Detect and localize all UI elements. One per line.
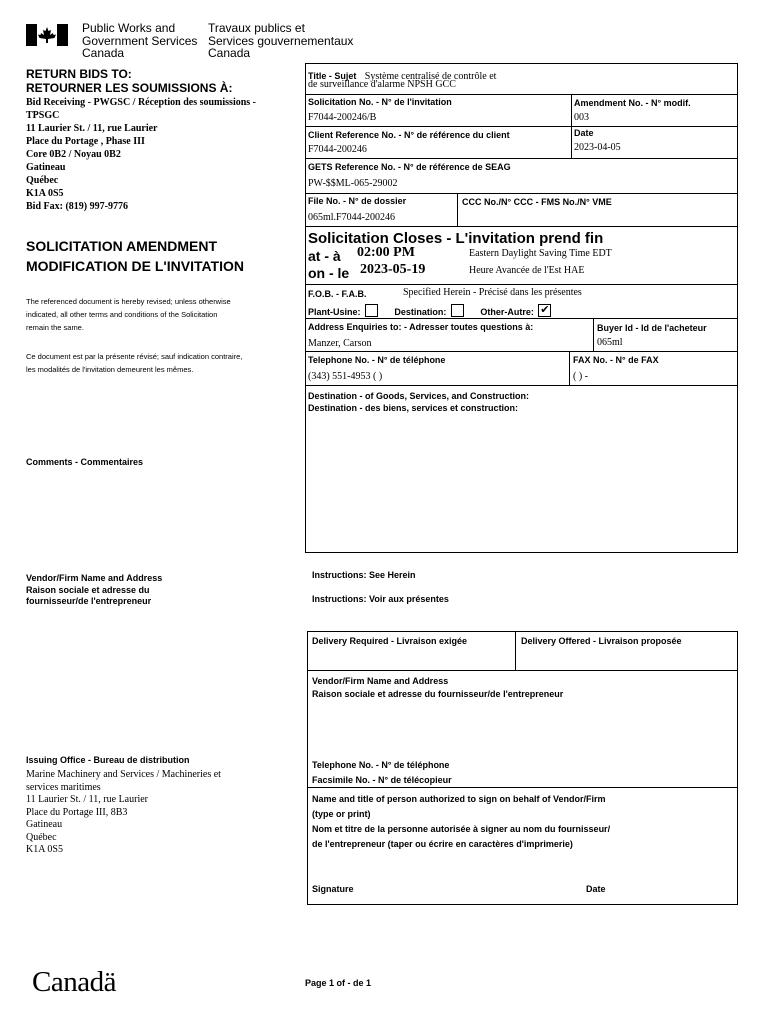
ccc-label: CCC No./N° CCC - FMS No./N° VME — [462, 197, 612, 207]
authorized-person-label: Name and title of person authorized to sign on behalf of Vendor/Firm (type or print) Nom et titre de la personne autorisée à signer au nom du fournisseur/ de l'entrepreneur (taper ou écrire en caractères d'imprimerie) — [312, 794, 611, 849]
address-enquiries-label: Address Enquiries to: - Adresser toutes questions à: — [308, 322, 534, 332]
client-ref-label: Client Reference No. - N° de référence du client — [308, 130, 510, 140]
signature-date-label: Date — [586, 884, 606, 894]
client-ref: F7044-200246 — [308, 144, 367, 155]
destination-goods-label: Destination - of Goods, Services, and Construction: Destination - des biens, services et construction: — [308, 391, 530, 413]
canada-wordmark: Canadä — [32, 966, 116, 998]
amendment-notice-fr: Ce document est par la présente révisé; sauf indication contraire, les modalités de l'invitation demeurent les mêmes. — [26, 352, 243, 374]
instructions-en: Instructions: See Herein — [312, 570, 416, 580]
address-enquiries: Manzer, Carson — [308, 338, 372, 349]
department-name-en: Public Works and Government Services Canada — [82, 21, 198, 60]
return-bids-title-en: RETURN BIDS TO: — [26, 67, 132, 81]
page-number: Page 1 of - de 1 — [305, 978, 372, 988]
return-bids-title-fr: RETOURNER LES SOUMISSIONS À: — [26, 81, 233, 95]
destination-label: Destination: — [394, 307, 447, 317]
amendment-notice-en: The referenced document is hereby revised; unless otherwise indicated, all other terms and conditions of the Solicitation remain the same. — [26, 297, 231, 332]
amendment-no: 003 — [574, 112, 589, 123]
department-name-fr: Travaux publics et Services gouvernementaux Canada — [208, 21, 354, 60]
delivery-required-label: Delivery Required - Livraison exigée — [312, 636, 468, 646]
telephone: (343) 551-4953 ( ) — [308, 371, 383, 382]
return-bids-address: Bid Receiving - PWGSC / Réception des soumissions - TPSGC 11 Laurier St. / 11, rue Laurier Place du Portage , Phase III Core 0B2 / Noyau 0B2 Gatineau Québec K1A 0S5 Bid Fax: (819) 997-9776 — [26, 97, 257, 212]
title-value-line1: Système centralisé de contrôle et — [364, 71, 497, 82]
vendor-name-address-label: Vendor/Firm Name and Address Raison sociale et adresse du fournisseur/de l'entrepreneur — [312, 676, 564, 699]
instructions-fr: Instructions: Voir aux présentes — [312, 594, 449, 604]
vendor-telephone-label: Telephone No. - N° de téléphone — [312, 760, 450, 770]
on-label: on - le — [308, 265, 350, 281]
close-date: 2023-05-19 — [360, 262, 426, 277]
at-label: at - à — [308, 248, 341, 264]
fax-label: FAX No. - N° de FAX — [573, 355, 659, 365]
file-no: 065ml.F7044-200246 — [308, 212, 395, 223]
timezone-en: Eastern Daylight Saving Time EDT — [469, 248, 612, 259]
timezone-fr: Heure Avancée de l'Est HAE — [469, 265, 585, 276]
other-checkbox[interactable] — [538, 304, 551, 317]
file-no-label: File No. - N° de dossier — [308, 196, 407, 206]
vendor-facsimile-label: Facsimile No. - N° de télécopieur — [312, 775, 452, 785]
buyer-id-label: Buyer Id - Id de l'acheteur — [597, 323, 707, 333]
fax: ( ) - — [573, 371, 588, 382]
issuing-office-address: Marine Machinery and Services / Machineries et services maritimes 11 Laurier St. / 11, rue Laurier Place du Portage III, 8B3 Gatineau Québec K1A 0S5 — [26, 769, 221, 855]
buyer-id: 065ml — [597, 337, 623, 348]
signature-label: Signature — [312, 884, 354, 894]
close-time: 02:00 PM — [357, 245, 415, 260]
amendment-no-label: Amendment No. - N° modif. — [574, 98, 691, 108]
gets-label: GETS Reference No. - N° de référence de SEAG — [308, 162, 511, 172]
title-label: Title - Sujet — [308, 71, 357, 81]
date-label: Date — [574, 128, 594, 138]
canada-flag-icon — [26, 24, 68, 46]
other-label: Other-Autre: — [480, 307, 534, 317]
issuing-office-label: Issuing Office - Bureau de distribution — [26, 755, 190, 765]
amendment-title: SOLICITATION AMENDMENT MODIFICATION DE L'INVITATION — [26, 238, 244, 274]
fob-label: F.O.B. - F.A.B. — [308, 289, 367, 299]
comments-label: Comments - Commentaires — [26, 457, 144, 467]
date-value: 2023-04-05 — [574, 142, 621, 153]
destination-checkbox[interactable] — [451, 304, 464, 317]
vendor-firm-label: Vendor/Firm Name and Address Raison sociale et adresse du fournisseur/de l'entrepreneur — [26, 573, 163, 606]
plant-label: Plant-Usine: — [308, 307, 361, 317]
title-value-line2: de surveillance d'alarme NPSH GCC — [308, 79, 456, 90]
checkmark-icon: ✔ — [540, 304, 550, 317]
closes-title: Solicitation Closes - L'invitation prend fin — [308, 230, 604, 247]
gets-value: PW-$$ML-065-29002 — [308, 178, 398, 189]
fob-value: Specified Herein - Précisé dans les présentes — [403, 287, 582, 298]
plant-checkbox[interactable] — [365, 304, 378, 317]
solicitation-no: F7044-200246/B — [308, 112, 377, 123]
delivery-offered-label: Delivery Offered - Livraison proposée — [521, 636, 682, 646]
solicitation-no-label: Solicitation No. - N° de l'invitation — [308, 97, 452, 107]
telephone-label: Telephone No. - N° de téléphone — [308, 355, 446, 365]
